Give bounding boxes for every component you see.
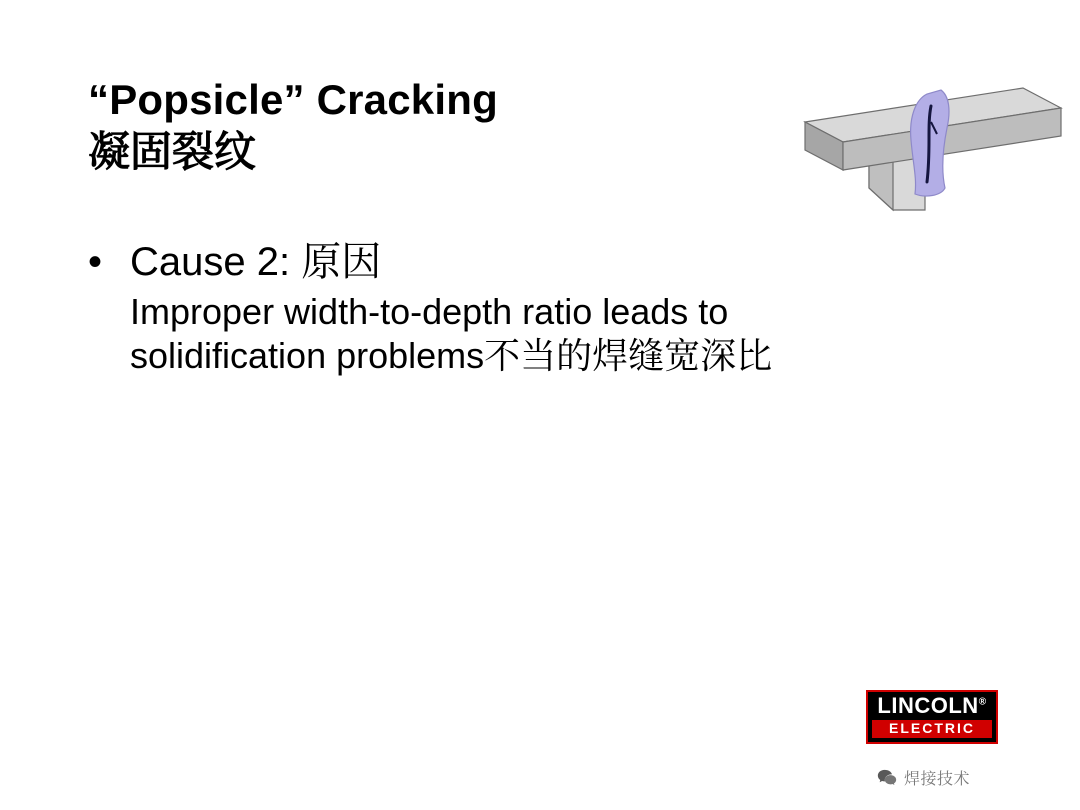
page-title-english: “Popsicle” Cracking [88,76,498,123]
bullet-heading: Cause 2: 原因 [130,240,382,284]
bullet-body-line-1: Improper width-to-depth ratio leads to [130,291,729,332]
bullet-marker: • [88,240,103,284]
watermark-label: 焊接技术 [904,771,971,788]
lincoln-electric-logo [866,690,998,744]
slide-title [88,78,748,176]
registered-trademark-icon: ® [978,696,987,708]
bullet-body-line-2: solidification problems不当的焊缝宽深比 [130,334,773,376]
bullet-list [88,240,1018,378]
logo-wordmark [872,695,992,717]
wechat-icon [876,767,898,789]
weld-joint-crack-diagram [765,78,1065,218]
logo-subtext: ELECTRIC [872,720,992,738]
watermark [876,766,970,789]
page-title-chinese: 凝固裂纹 [88,128,257,176]
bullet-body [130,290,1018,378]
logo-wordmark-text: LINCOLN [877,693,979,718]
weld-diagram-svg [765,78,1065,218]
wechat-icon-bubble [885,775,896,785]
list-item [88,240,1018,284]
